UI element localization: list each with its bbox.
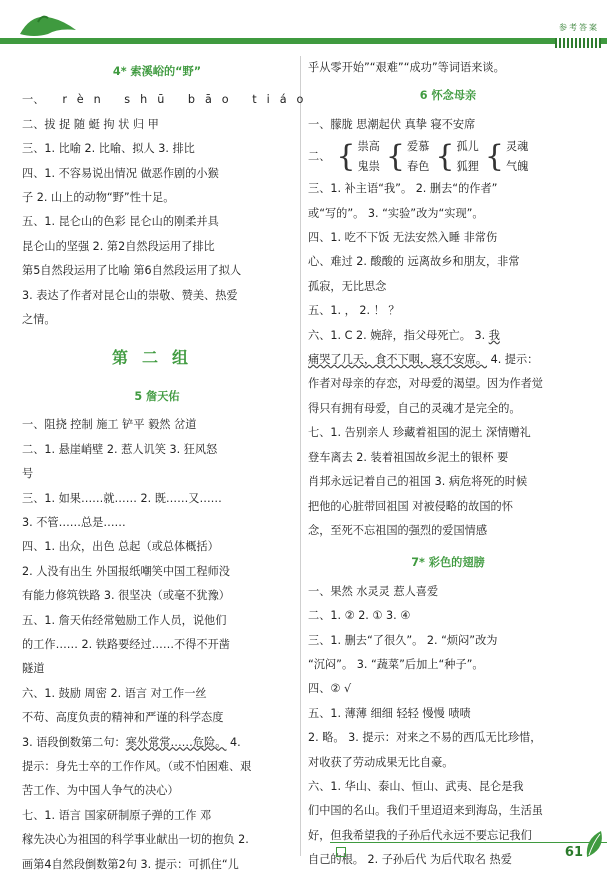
answer-line: 隧道: [22, 662, 45, 676]
answer-line: 号: [22, 467, 34, 481]
answer-line: 2. 略。 3. 提示：对来之不易的西瓜无比珍惜，: [308, 731, 542, 745]
answer-line: 第5自然段运用了比喻 第6自然段运用了拟人: [22, 264, 242, 278]
answer-line: 之情。: [22, 313, 56, 327]
answer-line: 有能力修筑铁路 3. 很坚决（或毫不犹豫）: [22, 589, 230, 603]
brace-word: 鬼祟: [357, 160, 380, 174]
answer-line: 三、1. 删去“了很久”。 2. “烦闷”改为: [308, 633, 498, 647]
answer-line: 稼先决心为祖国的科学事业献出一切的抱负 2.: [22, 833, 249, 847]
answer-text: 4. 提示：: [487, 353, 539, 367]
brace-word-groups: [308, 137, 588, 177]
brace-group: { 灵魂 气魄: [485, 137, 528, 177]
answer-line: 登车离去 2. 装着祖国故乡泥土的银杯 要: [308, 450, 509, 464]
answer-line: 四、1. 出众，出色 总起（或总体概括）: [22, 540, 219, 554]
answer-line: 二、拔 捉 随 蜓 拘 状 归 甲: [22, 117, 159, 131]
answer-line: 心、难过 2. 酸酸的 远离故乡和朋友，非常: [308, 255, 520, 269]
brace-group: { 爱慕 春色: [386, 137, 429, 177]
answer-line: 七、1. 告别亲人 珍藏着祖国的泥土 深情赠礼: [308, 426, 531, 440]
wavy-underlined-text: 我: [488, 328, 500, 342]
answer-line: 或“写的”。 3. “实验”改为“实现”。: [308, 206, 484, 220]
answer-line: 念，至死不忘祖国的强烈的爱国情感: [308, 523, 488, 537]
brace-word: 灵魂: [505, 140, 529, 154]
answer-line: 对收获了劳动成果无比自豪。: [308, 755, 454, 769]
header-stripes: [555, 38, 601, 48]
answer-line: 三、1. 比喻 2. 比喻、拟人 3. 排比: [22, 142, 195, 156]
answer-line: 们中国的名山。我们千里迢迢来到海岛，生活虽: [308, 804, 543, 818]
section-title: 7* 彩色的翅膀: [411, 556, 485, 570]
section-title: 6 怀念母亲: [419, 89, 477, 103]
answer-line: 好，但我希望我的子孙后代永远不要忘记我们: [308, 828, 532, 842]
answer-line: 一、朦胧 思潮起伏 真挚 寝不安席: [308, 117, 476, 131]
answer-number: 二、: [308, 150, 331, 164]
answer-line: 二、1. ② 2. ① 3. ④: [308, 609, 411, 623]
left-column: [22, 56, 314, 877]
brace-word: 气魄: [505, 160, 529, 174]
answer-line: [308, 348, 588, 372]
answer-line: 三、1. 补主语“我”。 2. 删去“的作者”: [308, 182, 498, 196]
answer-line: 六、1. 鼓励 周密 2. 语言 对工作一丝: [22, 686, 207, 700]
answer-line: 3. 表达了作者对昆仑山的崇敬、赞美、热爱: [22, 288, 238, 302]
brace-word: 春色: [406, 160, 430, 174]
answer-number: 一、: [22, 93, 45, 107]
answer-line: 肖邦永远记着自己的祖国 3. 病危将死的时候: [308, 475, 528, 489]
answer-line: 三、1. 如果……就…… 2. 既……又……: [22, 491, 222, 505]
answer-line: 五、1. 薄薄 细细 轻轻 慢慢 啧啧: [308, 706, 471, 720]
answer-line: 自己的根。 2. 子孙后代 为后代取名 热爱: [308, 853, 512, 867]
brace-word: 狐狸: [456, 160, 479, 174]
answer-line: 作者对母亲的存恋，对母爱的渴望。因为作者觉: [308, 377, 543, 391]
pinyin-answers: rèn shū bāo tiáo: [62, 93, 314, 107]
answer-line: 四、② √: [308, 682, 352, 696]
answer-line: 2. 人没有出生 外国报纸嘲笑中国工程师没: [22, 564, 230, 578]
answer-line: 孤寂，无比思念: [308, 279, 387, 293]
answer-line: 昆仑山的坚强 2. 第2自然段运用了排比: [22, 239, 215, 253]
brace-word: 爱慕: [406, 140, 430, 154]
answer-line: 把他的心脏带回祖国 对被侵略的故国的怀: [308, 499, 513, 513]
answer-line: 一、果然 水灵灵 惹人喜爱: [308, 584, 439, 598]
header-bar: [0, 38, 607, 44]
footer-leaf-icon: [583, 829, 605, 859]
answer-line: [22, 88, 314, 112]
page-number: 61: [564, 845, 583, 860]
section-title: 4* 索溪峪的“野”: [112, 65, 202, 78]
wavy-underlined-text: 寒外常常……危险。: [125, 735, 227, 749]
answer-line: 六、1. 华山、泰山、恒山、武夷、昆仑是我: [308, 779, 524, 793]
answer-line: 3. 不管……总是……: [22, 515, 126, 529]
answer-line: 一、阻挠 控制 施工 铲平 毅然 岔道: [22, 418, 197, 432]
column-divider: [300, 56, 301, 856]
answer-line: 苦工作、为中国人争气的决心）: [22, 784, 179, 798]
answer-line: 画第4自然段倒数第2句 3. 提示：可抓住“儿: [22, 857, 239, 871]
answer-line: [308, 324, 588, 348]
brace-group: { 祟高 鬼祟: [336, 137, 379, 177]
answer-line: [22, 731, 292, 755]
footer-square-icon: [336, 847, 346, 857]
answer-line: 的工作…… 2. 铁路要经过……不得不开凿: [22, 637, 230, 651]
answer-line: 四、1. 不容易说出情况 做恶作剧的小猴: [22, 166, 219, 180]
wavy-underlined-text: 痛哭了几天，食不下咽，寝不安席。: [308, 353, 488, 367]
answer-line: “沉闷”。 3. “蔬菜”后加上“种子”。: [308, 657, 484, 671]
answer-line: 乎从零开始”“艰难”“成功”等词语来谈。: [308, 61, 505, 74]
answer-text: 六、1. C 2. 婉辞，指父母死亡。 3.: [308, 328, 489, 342]
answer-line: 子 2. 山上的动物“野”性十足。: [22, 191, 175, 205]
right-column: [308, 56, 588, 873]
group-title: 第二组: [111, 348, 202, 368]
section-title: 5 詹天佑: [134, 389, 180, 403]
answer-line: 得只有拥有母爱，自己的灵魂才是完全的。: [308, 401, 521, 415]
answer-text: 3. 语段倒数第二句：: [22, 735, 126, 749]
header-leaf-logo: [18, 8, 78, 38]
page-footer: [330, 842, 607, 865]
header-label: 参考答案: [559, 23, 599, 32]
answer-line: 提示：身先士卒的工作作风。（或不怕困难、艰: [22, 759, 252, 773]
answer-line: 五、1. 詹天佑经常勉励工作人员，说他们: [22, 613, 227, 627]
answer-line: 不苟、高度负责的精神和严谨的科学态度: [22, 711, 224, 725]
answer-line: 五、1. 昆仑山的色彩 昆仑山的刚柔并具: [22, 215, 219, 229]
brace-word: 孤儿: [456, 140, 479, 154]
brace-group: { 孤儿 狐狸: [435, 137, 478, 177]
answer-line: 五、1. ， 2. ！ ？: [308, 304, 400, 318]
answer-text: 4.: [226, 735, 241, 749]
answer-line: 四、1. 吃不下饭 无法安然入睡 非常伤: [308, 231, 498, 245]
answer-line: 七、1. 语言 国家研制原子弹的工作 邓: [22, 808, 212, 822]
brace-word: 祟高: [357, 140, 380, 154]
answer-line: 二、1. 悬崖峭壁 2. 惹人讥笑 3. 狂风怒: [22, 442, 218, 456]
